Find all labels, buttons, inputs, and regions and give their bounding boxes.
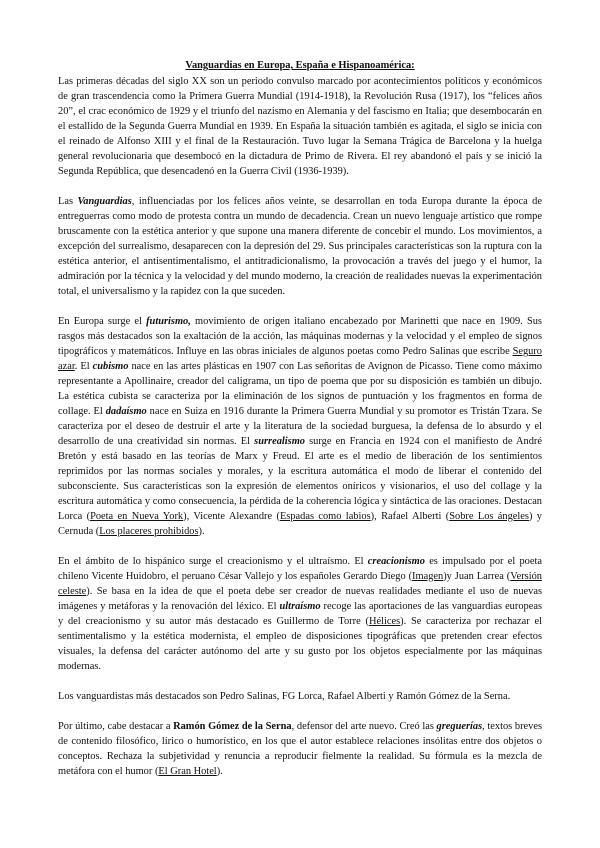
text-run: ), Rafael Alberti ( <box>370 511 450 522</box>
work-title: Versión celeste <box>58 571 542 597</box>
emphasized-name: Ramón Gómez de la Serna <box>173 721 292 732</box>
text-run: Las <box>58 196 78 207</box>
text-run: ) y Cernuda ( <box>58 511 542 537</box>
document-body <box>58 74 542 779</box>
text-run: es impulsado por el poeta chileno Vicente Huidobro, el peruano César Vallejo y los españoles Gerardo Diego ( <box>58 556 542 582</box>
work-title: Hélices <box>368 616 401 627</box>
work-title: Imagen <box>412 571 444 582</box>
paragraph-p3 <box>58 314 542 539</box>
text-run: ). Se basa en la idea de que el poeta debe ser creador de nuevas realidades mediante el uso de nuevas imágenes y metáforas y la renovación del léxico. El <box>58 586 542 612</box>
emphasized-term: futurismo, <box>146 316 191 327</box>
text-run: En el ámbito de lo hispánico surge el creacionismo y el ultraísmo. El <box>58 556 368 567</box>
emphasized-term: Vanguardias <box>77 196 132 207</box>
text-run: ). <box>198 526 205 537</box>
text-run: , defensor del arte nuevo. Creó las <box>291 721 437 732</box>
text-run: recoge las aportaciones de las vanguardias europeas y del creacionismo y su autor más destacado es Guillermo de Torre ( <box>58 601 542 627</box>
work-title: Sobre Los ángeles <box>449 511 529 522</box>
text-run: ). Se caracteriza por rechazar el sentimentalismo y la estética modernista, el empleo de disposiciones tipográficas que pretenden crear efectos visuales, la defensa del carácter autónomo del arte y su gusto por los objetos especialmente por las máquinas modernas. <box>58 616 542 672</box>
emphasized-term: ultraísmo <box>279 601 321 612</box>
text-run: En Europa surge el <box>58 316 147 327</box>
text-run: ). <box>216 766 223 777</box>
emphasized-term: creacionismo <box>367 556 425 567</box>
text-run: Las primeras décadas del siglo XX son un periodo convulso marcado por acontecimientos políticos y económicos de gran trascendencia como la Primera Guerra Mundial (1914-1918), la Revolución Rusa (1917), los “felices años 20”, el crac económico de 1929 y el triunfo del nazismo en Alemania y del fascismo en Italia; que desembocarán en el estallido de la Segunda Guerra Mundial en 1939. En España la situación también es agitada, el siglo se inicia con el reinado de Alfonso XIII y el final de la Restauración. Tuvo lugar la Semana Trágica de Barcelona y la huelga general revolucionaria que desembocó en la dictadura de Primo de Rivera. El rey abandonó el país y se inició la Segunda República, que desencadenó en la Guerra Civil (1936-1939). <box>58 76 542 177</box>
emphasized-term: cubismo <box>92 361 129 372</box>
paragraph-p2 <box>58 194 542 299</box>
text-run: , textos breves de contenido filosófico, lírico o humorístico, en los que el autor establece relaciones insólitas entre dos objetos o conceptos. Rechaza la subjetividad y renuncia a reproducir fielmente la realidad. Su fórmula es la mezcla de metáfora con el humor ( <box>58 721 542 777</box>
text-run: nace en las artes plásticas en 1907 con Las señoritas de Avignon de Picasso. Tiene como máximo representante a Apollinaire, creador del caligrama, un tipo de poema que por su disposición es también un dibujo. La estética cubista se caracteriza por la eliminación de los signos de puntuación y los fragmentos en forma de collage. El <box>58 361 542 417</box>
emphasized-term: dadaísmo <box>105 406 147 417</box>
document-title: Vanguardias en Europa, España e Hispanoamérica: <box>185 60 415 71</box>
text-run: ), Vicente Alexandre ( <box>183 511 280 522</box>
text-run: surge en Francia en 1924 con el manifiesto de André Bretón y está basado en las teorías de Marx y Freud. El arte es el medio de liberación de los sentimientos reprimidos por las normas sociales y morales, y la escritura automática el modo de liberar el contenido del subconsciente. Sus características son la expresión de elementos oníricos y visionarios, el uso del collage y la escritura automática y como consecuencia, la pérdida de la coherencia lógica y sintáctica de las oraciones. Destacan Lorca ( <box>58 436 542 522</box>
text-run: Los vanguardistas más destacados son Pedro Salinas, FG Lorca, Rafael Alberti y Ramón Gómez de la Serna. <box>58 691 511 702</box>
work-title: Los placeres prohibidos <box>99 526 199 537</box>
paragraph-p4 <box>58 554 542 674</box>
text-run: Por último, cabe destacar a <box>58 721 174 732</box>
text-run: . El <box>74 361 93 372</box>
text-run: , influenciadas por los felices años veinte, se desarrollan en toda Europa durante la época de entreguerras como modo de protesta contra un mundo de decadencia. Crean un nuevo lenguaje artístico que rompe bruscamente con la estética anterior y que supone una manera diferente de concebir el mundo. Los movimientos, a excepción del surrealismo, desaparecen con la depresión del 29. Sus principales características son la ruptura con la estética anterior, el antisentimentalismo, el antitradicionalismo, la provocación a través del juego y el humor, la admiración por la técnica y la velocidad y del mundo moderno, la creación de realidades nuevas la experimentación total, el universalismo y la rapidez con la que suceden. <box>58 196 542 297</box>
paragraph-p6 <box>58 719 542 779</box>
paragraph-p1 <box>58 74 542 179</box>
emphasized-term: surrealismo <box>254 436 305 447</box>
text-run: movimiento de origen italiano encabezado por Marinetti que nace en 1909. Sus rasgos más destacados son la exaltación de la acción, las máquinas modernas y la velocidad y el empleo de signos tipográficos y matemáticos. Influye en las obras iniciales de algunos poetas como Pedro Salinas que escribe <box>58 316 542 357</box>
text-run: nace en Suiza en 1916 durante la Primera Guerra Mundial y su promotor es Tristán Tzara. Se caracteriza por el deseo de destruir el arte y la literatura de la sociedad burguesa, la defensa de lo absurdo y el desarrollo de una creatividad sin normas. El <box>58 406 543 447</box>
work-title: Espadas como labios <box>279 511 371 522</box>
emphasized-term: greguerías <box>436 721 483 732</box>
paragraph-p5 <box>58 689 542 704</box>
work-title: Poeta en Nueva York <box>90 511 184 522</box>
work-title: Seguro azar <box>58 346 542 372</box>
text-run: )y Juan Larrea ( <box>443 571 511 582</box>
work-title: El Gran Hotel <box>158 766 217 777</box>
